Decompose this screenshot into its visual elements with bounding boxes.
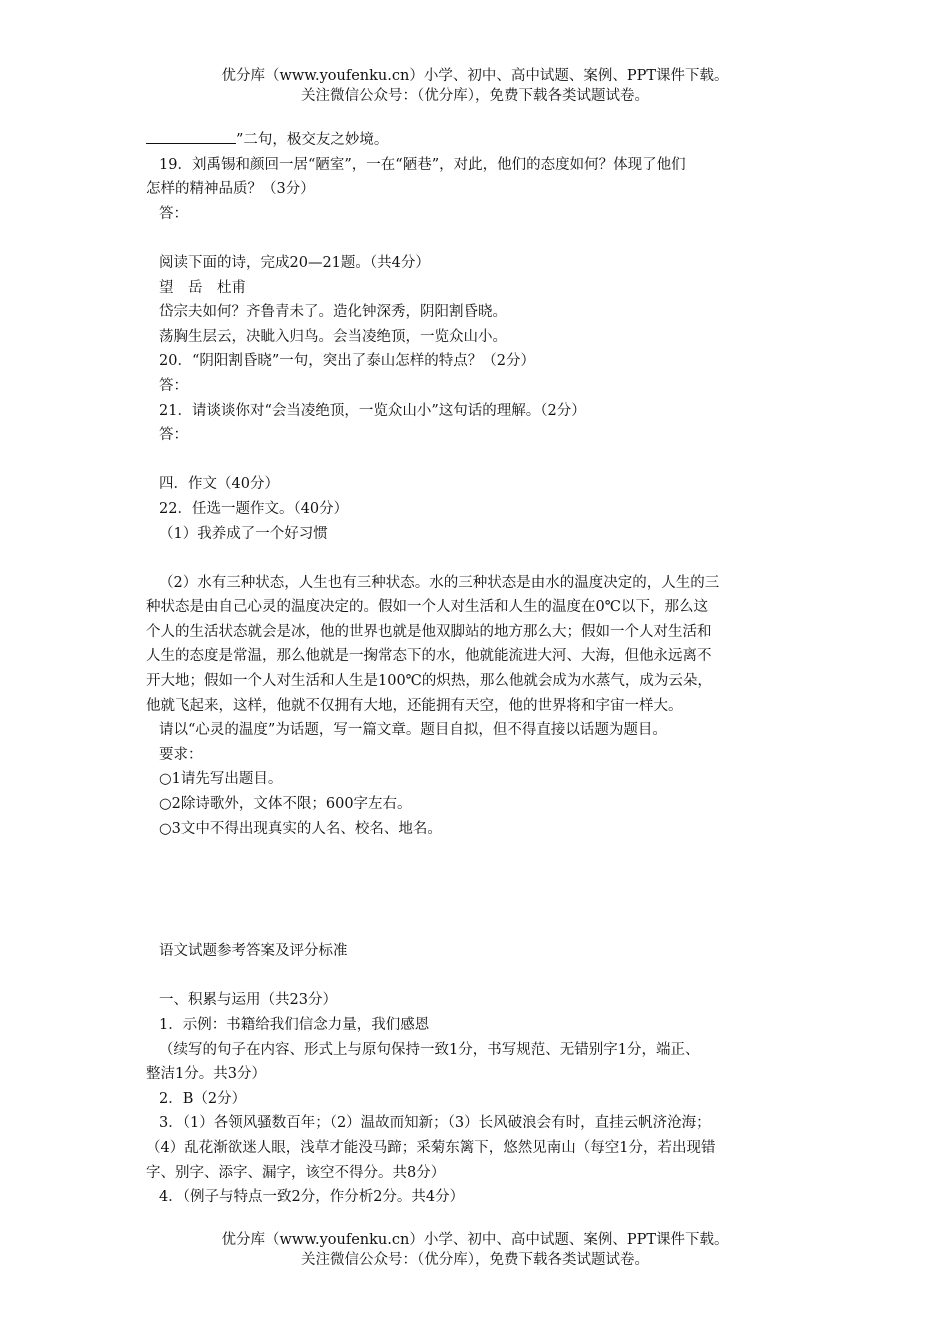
poem-line: 岱宗夫如何？齐鲁青未了。造化钟深秀，阴阳割昏晓。 (159, 304, 507, 321)
answer-item: 4．（例子与特点一致2分，作分析2分。共4分） (159, 1189, 465, 1206)
text-line: ”二句，极交友之妙境。 (146, 128, 810, 153)
header-line-1: 优分库（www.youfenku.cn）小学、初中、高中试题、案例、PPT课件下载。 (221, 68, 729, 84)
answer-label: 答： (159, 205, 188, 222)
page-footer (0, 1230, 950, 1270)
requirement-item: ○1请先写出题目。 (159, 771, 283, 788)
requirement-item: ○2除诗歌外，文体不限；600字左右。 (159, 796, 412, 813)
question-22: 22．任选一题作文。（40分） (159, 500, 349, 517)
essay-option-2: （2）水有三种状态，人生也有三种状态。水的三种状态是由水的温度决定的，人生的三 (159, 574, 720, 591)
section-heading: 四．作文（40分） (159, 476, 279, 493)
requirement-item: ○3文中不得出现真实的人名、校名、地名。 (159, 820, 442, 837)
footer-line-1: 优分库（www.youfenku.cn）小学、初中、高中试题、案例、PPT课件下载。 (221, 1232, 729, 1248)
answer-item: 1．示例：书籍给我们信念力量，我们感恩 (159, 1017, 430, 1033)
section-intro: 阅读下面的诗，完成20—21题。（共4分） (159, 254, 430, 271)
answer-key-title: 语文试题参考答案及评分标准 (159, 943, 348, 960)
document-body (146, 128, 810, 1210)
text-line: 字、别字、添字、漏字，该空不得分。共8分） (146, 1164, 446, 1181)
answer-label: 答： (159, 427, 188, 444)
poem-title: 望 岳 杜甫 (159, 279, 246, 296)
page-header (0, 66, 950, 106)
text-line: 开大地；假如一个人对生活和人生是100℃的炽热，那么他就会成为水蒸气，成为云朵， (146, 673, 712, 690)
question-20: 20．“阴阳割昏晓”一句，突出了泰山怎样的特点？（2分） (159, 353, 535, 370)
footer-line-2: 关注微信公众号：（优分库），免费下载各类试题试卷。 (301, 1252, 649, 1268)
poem-line: 荡胸生层云，决眦入归鸟。会当凌绝顶，一览众山小。 (159, 328, 507, 345)
requirements-label: 要求： (159, 746, 203, 763)
fill-blank (146, 129, 236, 144)
header-line-2: 关注微信公众号：（优分库），免费下载各类试题试卷。 (301, 88, 649, 104)
text-line: 请以“心灵的温度”为话题，写一篇文章。题目自拟，但不得直接以话题为题目。 (159, 722, 667, 739)
answer-item: 3．（1）各领风骚数百年；（2）温故而知新；（3）长风破浪会有时，直挂云帆济沧海； (159, 1115, 711, 1132)
text-line: （4）乱花渐欲迷人眼，浅草才能没马蹄；采菊东篱下，悠然见南山（每空1分，若出现错 (146, 1139, 716, 1156)
text-line: 他就飞起来，这样，他就不仅拥有大地，还能拥有天空，他的世界将和宇宙一样大。 (146, 697, 683, 714)
text-line: 个人的生活状态就会是冰，他的世界也就是他双脚站的地方那么大；假如一个人对生活和 (146, 623, 712, 640)
answer-label: 答： (159, 377, 188, 394)
text-line: 种状态是由自己心灵的温度决定的。假如一个人对生活和人生的温度在0℃以下，那么这 (146, 599, 708, 616)
question-21: 21．请谈谈你对“会当凌绝顶，一览众山小”这句话的理解。（2分） (159, 402, 586, 419)
answer-item: 2．B（2分） (159, 1090, 247, 1107)
text-line: （续写的句子在内容、形式上与原句保持一致1分，书写规范、无错别字1分，端正、 (159, 1041, 700, 1058)
section-heading: 一、积累与运用（共23分） (159, 992, 337, 1009)
text-line: 整洁1分。共3分） (146, 1066, 266, 1083)
text-line: 人生的态度是常温，那么他就是一掬常态下的水，他就能流进大河、大海，但他永远离不 (146, 648, 712, 665)
essay-option-1: （1）我养成了一个好习惯 (159, 525, 328, 542)
question-19: 19．刘禹锡和颜回一居“陋室”，一在“陋巷”，对此，他们的态度如何？体现了他们 (159, 156, 686, 173)
text-line: 怎样的精神品质？（3分） (146, 181, 315, 198)
